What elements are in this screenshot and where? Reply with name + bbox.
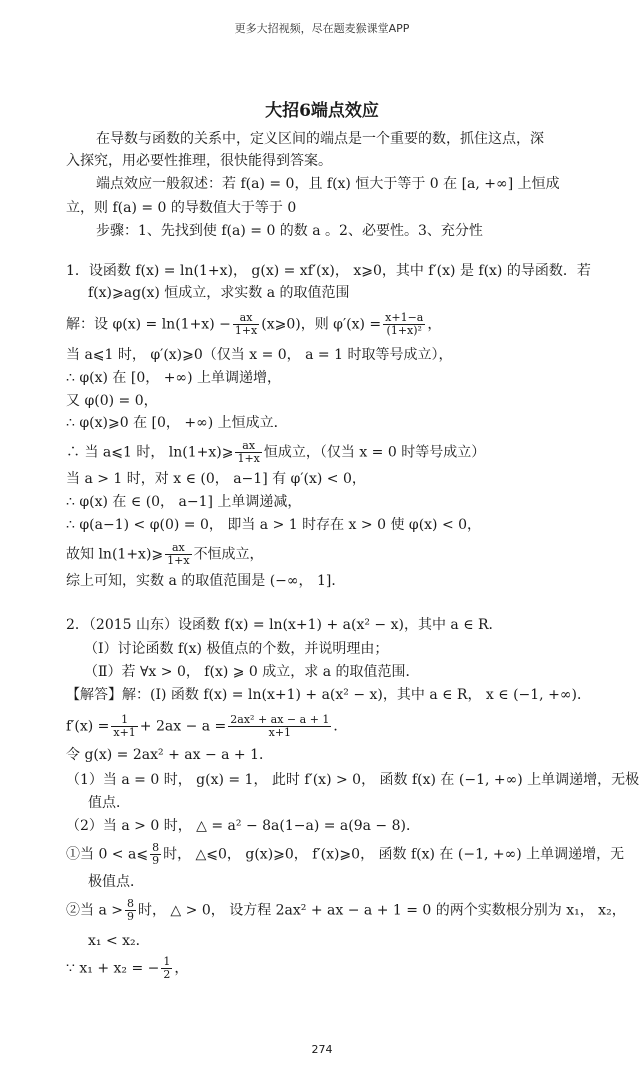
intro-paragraph-2b: 立，则 f(a) = 0 的导数值大于等于 0 [66,200,297,216]
solution-text: f′(x) = [66,718,110,735]
solution-text: 故知 ln(1+x)⩾ [66,546,164,563]
fraction [150,842,161,867]
problem1-stem-line2: f(x)⩾ag(x) 恒成立，求实数 a 的取值范围 [88,285,350,301]
fraction [111,714,137,739]
fraction [165,542,191,567]
problem1-line2: 当 a⩽1 时， φ′(x)⩾0（仅当 x = 0， a = 1 时取等号成立）， [66,347,453,363]
fraction-numerator: 2ax² + ax − a + 1 [230,713,330,726]
fraction [233,312,259,337]
fraction-denominator: 9 [126,910,134,923]
fraction [235,440,261,465]
fraction-denominator: 9 [152,854,160,867]
fraction [383,312,425,337]
fraction-denominator: x+1 [113,726,136,739]
problem2-answer-line5: （2）当 a > 0 时， △ = a² − 8a(1−a) = a(9a − 8)． [66,818,420,834]
solution-text: ②当 a > [66,902,123,919]
problem2-answer-line6 [66,842,624,867]
problem1-line11: 综上可知，实数 a 的取值范围是 (−∞， 1]． [66,573,346,589]
fraction-numerator: 8 [152,841,160,854]
problem2-answer-line7 [66,898,626,923]
problem1-line7: 当 a > 1 时，对 x ∈ (0， a−1] 有 φ′(x) < 0， [66,471,366,487]
solution-text: ． [333,718,348,735]
solution-text: ， [174,960,189,977]
fraction-numerator: ax [233,312,259,325]
solution-text: ∵ x₁ + x₂ = − [66,960,160,977]
fraction-numerator: ax [165,542,191,555]
intro-steps: 步骤：1、先找到使 f(a) = 0 的数 a 。2、必要性。3、充分性 [96,223,483,239]
problem2-answer-line7b: x₁ < x₂． [88,933,150,949]
fraction-denominator: 1+x [237,452,260,465]
problem2-answer-line6b: 极值点． [88,874,144,890]
page-number: 274 [311,1043,333,1056]
problem2-answer-line3: 令 g(x) = 2ax² + ax − a + 1． [66,747,274,763]
fraction-numerator: x+1−a [385,311,424,324]
solution-text: 恒成立，（仅当 x = 0 时等号成立） [263,444,486,461]
problem1-line8: ∴ φ(x) 在 ∈ (0， a−1] 上单调递减， [66,494,302,510]
fraction [161,956,172,981]
problem1-line6 [66,440,485,465]
problem1-line5: ∴ φ(x)⩾0 在 [0， +∞) 上恒成立． [66,415,288,431]
page-header: 更多大招视频，尽在题麦猴课堂APP [234,22,410,35]
solution-text: + 2ax − a = [139,718,227,735]
fraction-numerator: ax [235,440,261,453]
fraction-denominator: 2 [163,968,171,981]
solution-text: 解：设 φ(x) = ln(1+x) − [66,316,231,333]
solution-text: (x⩾0)，则 φ′(x) = [261,316,382,333]
problem2-stem-line1: 2．（2015 山东）设函数 f(x) = ln(x+1) + a(x² − x)，其中 a ∈ R． [66,617,503,633]
fraction-denominator: 1+x [167,554,190,567]
problem1-line10 [66,542,264,567]
problem1-stem-line1: 1．设函数 f(x) = ln(1+x)， g(x) = xf′(x)， x⩾0，其中 f′(x) 是 f(x) 的导函数．若 [66,263,591,279]
solution-text: 时， △⩽0， g(x)⩾0， f′(x)⩾0， 函数 f(x) 在 (−1, +∞) 上单调递增，无 [163,846,625,863]
problem1-line9: ∴ φ(a−1) < φ(0) = 0， 即当 a > 1 时存在 x > 0 使 φ(x) < 0， [66,517,482,533]
fraction-numerator: 1 [111,714,137,727]
solution-text: ， [427,316,442,333]
problem2-stem-line3: （Ⅱ）若 ∀x > 0， f(x) ⩾ 0 成立，求 a 的取值范围． [84,664,420,680]
fraction-denominator: x+1 [268,726,292,739]
solution-text: ∴ 当 a⩽1 时， ln(1+x)⩾ [66,444,234,461]
problem1-solution-line1 [66,312,441,337]
fraction-numerator: 8 [126,897,134,910]
fraction-denominator: 1+x [234,324,258,337]
problem2-stem-line2: （Ⅰ）讨论函数 f(x) 极值点的个数，并说明理由； [84,641,389,657]
problem2-answer-line8 [66,956,188,981]
problem1-line3: ∴ φ(x) 在 [0， +∞) 上单调递增， [66,370,282,386]
intro-paragraph-1a: 在导数与函数的关系中，定义区间的端点是一个重要的数，抓住这点，深 [96,131,544,147]
problem1-line4: 又 φ(0) = 0， [66,393,158,409]
solution-text: 时， △ > 0， 设方程 2ax² + ax − a + 1 = 0 的两个实数根分别为 x₁， x₂， [137,902,626,919]
fraction-denominator: (1+x)² [386,324,422,337]
fraction-numerator: 1 [163,955,171,968]
intro-paragraph-2a: 端点效应一般叙述：若 f(a) = 0，且 f(x) 恒大于等于 0 在 [a, +∞] 上恒成 [96,176,560,192]
fraction [228,714,331,739]
fraction [125,898,136,923]
problem2-answer-line1: 【解答】解：(I) 函数 f(x) = ln(x+1) + a(x² − x)，其中 a ∈ R， x ∈ (−1, +∞)． [66,687,591,703]
solution-text: 不恒成立， [193,546,264,563]
intro-paragraph-1b: 入探究，用必要性推理，很快能得到答案。 [66,153,332,169]
solution-text: ①当 0 < a⩽ [66,846,149,863]
problem2-answer-line4a: （1）当 a = 0 时， g(x) = 1， 此时 f′(x) > 0， 函数 f(x) 在 (−1, +∞) 上单调递增，无极 [66,772,640,788]
page-title: 大招6端点效应 [265,101,379,121]
problem2-answer-line4b: 值点． [88,795,130,811]
problem2-answer-line2 [66,714,347,739]
